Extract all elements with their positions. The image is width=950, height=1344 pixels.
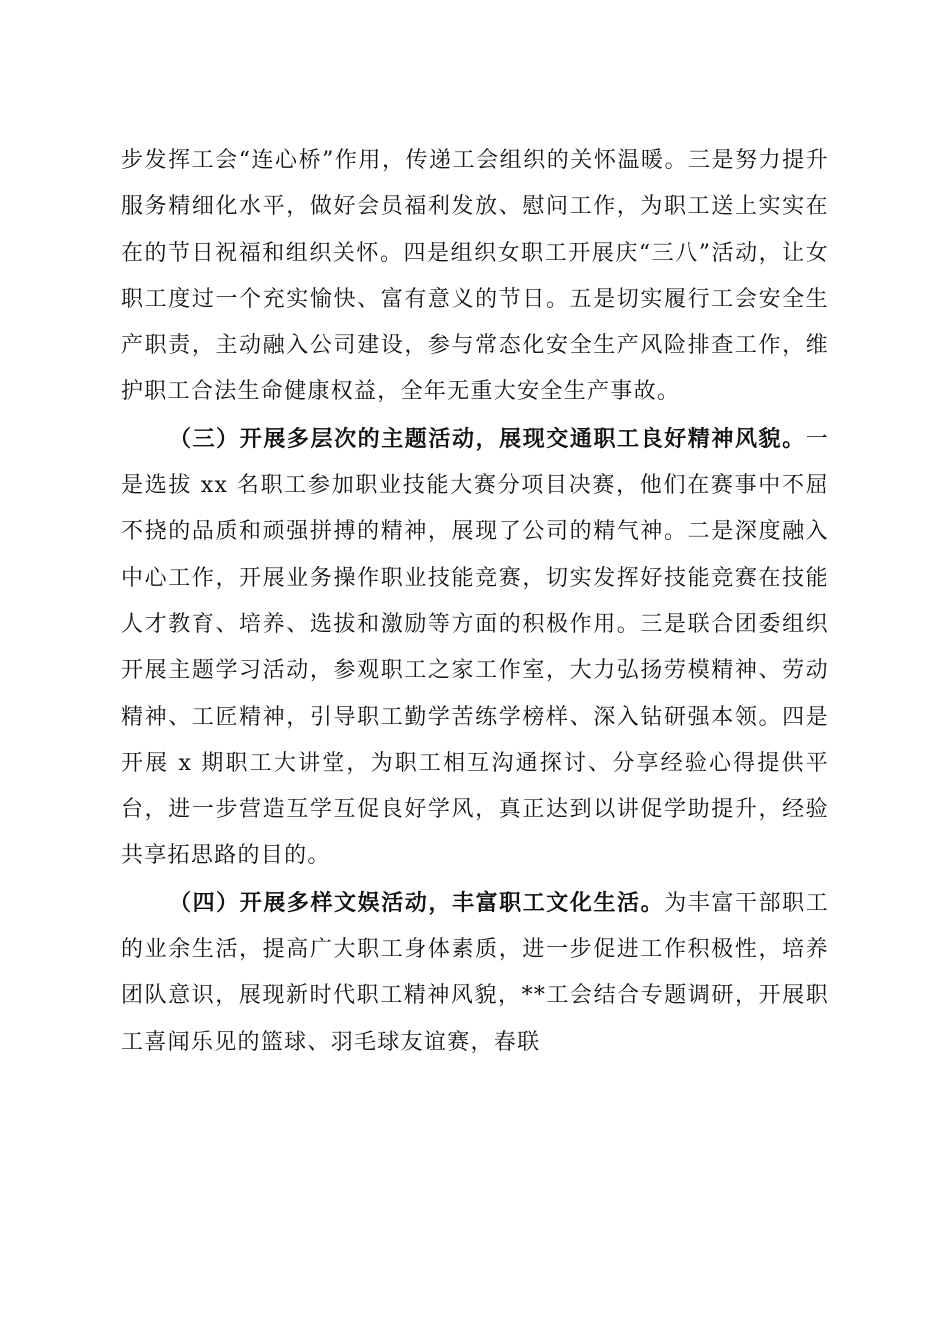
paragraph-continuation [121, 138, 829, 416]
section-heading: （三）开展多层次的主题活动，展现交通职工良好精神风貌。 [169, 425, 806, 452]
paragraph-section-three [121, 416, 829, 880]
section-heading: （四）开展多样文娱活动，丰富职工文化生活。 [169, 889, 665, 916]
paragraph-text: 一是选拔 xx 名职工参加职业技能大赛分项目决赛，他们在赛事中不屈不挠的品质和顽强拼搏的精神，展现了公司的精气神。二是深度融入中心工作，开展业务操作职业技能竞赛，切实发挥好技能竞赛在技能人才教育、培养、选拔和激励等方面的积极作用。三是联合团委组织开展主题学习活动，参观职工之家工作室，大力弘扬劳模精神、劳动精神、工匠精神，引导职工勤学苦练学榜样、深入钻研强本领。四是开展 x 期职工大讲堂，为职工相互沟通探讨、分享经验心得提供平台，进一步营造互学互促良好学风，真正达到以讲促学助提升，经验共享拓思路的目的。 [121, 426, 829, 869]
paragraph-text: 为丰富干部职工的业余生活，提高广大职工身体素质，进一步促进工作积极性，培养团队意识，展现新时代职工精神风貌，**工会结合专题调研，开展职工喜闻乐见的篮球、羽毛球友谊赛，春联 [121, 890, 829, 1055]
document-body [121, 138, 829, 1066]
paragraph-text: 步发挥工会“连心桥”作用，传递工会组织的关怀温暖。三是努力提升服务精细化水平，做好会员福利发放、慰问工作，为职工送上实实在在的节日祝福和组织关怀。四是组织女职工开展庆“三八”活动，让女职工度过一个充实愉快、富有意义的节日。五是切实履行工会安全生产职责，主动融入公司建设，参与常态化安全生产风险排查工作，维护职工合法生命健康权益，全年无重大安全生产事故。 [121, 148, 829, 405]
paragraph-section-four [121, 880, 829, 1066]
